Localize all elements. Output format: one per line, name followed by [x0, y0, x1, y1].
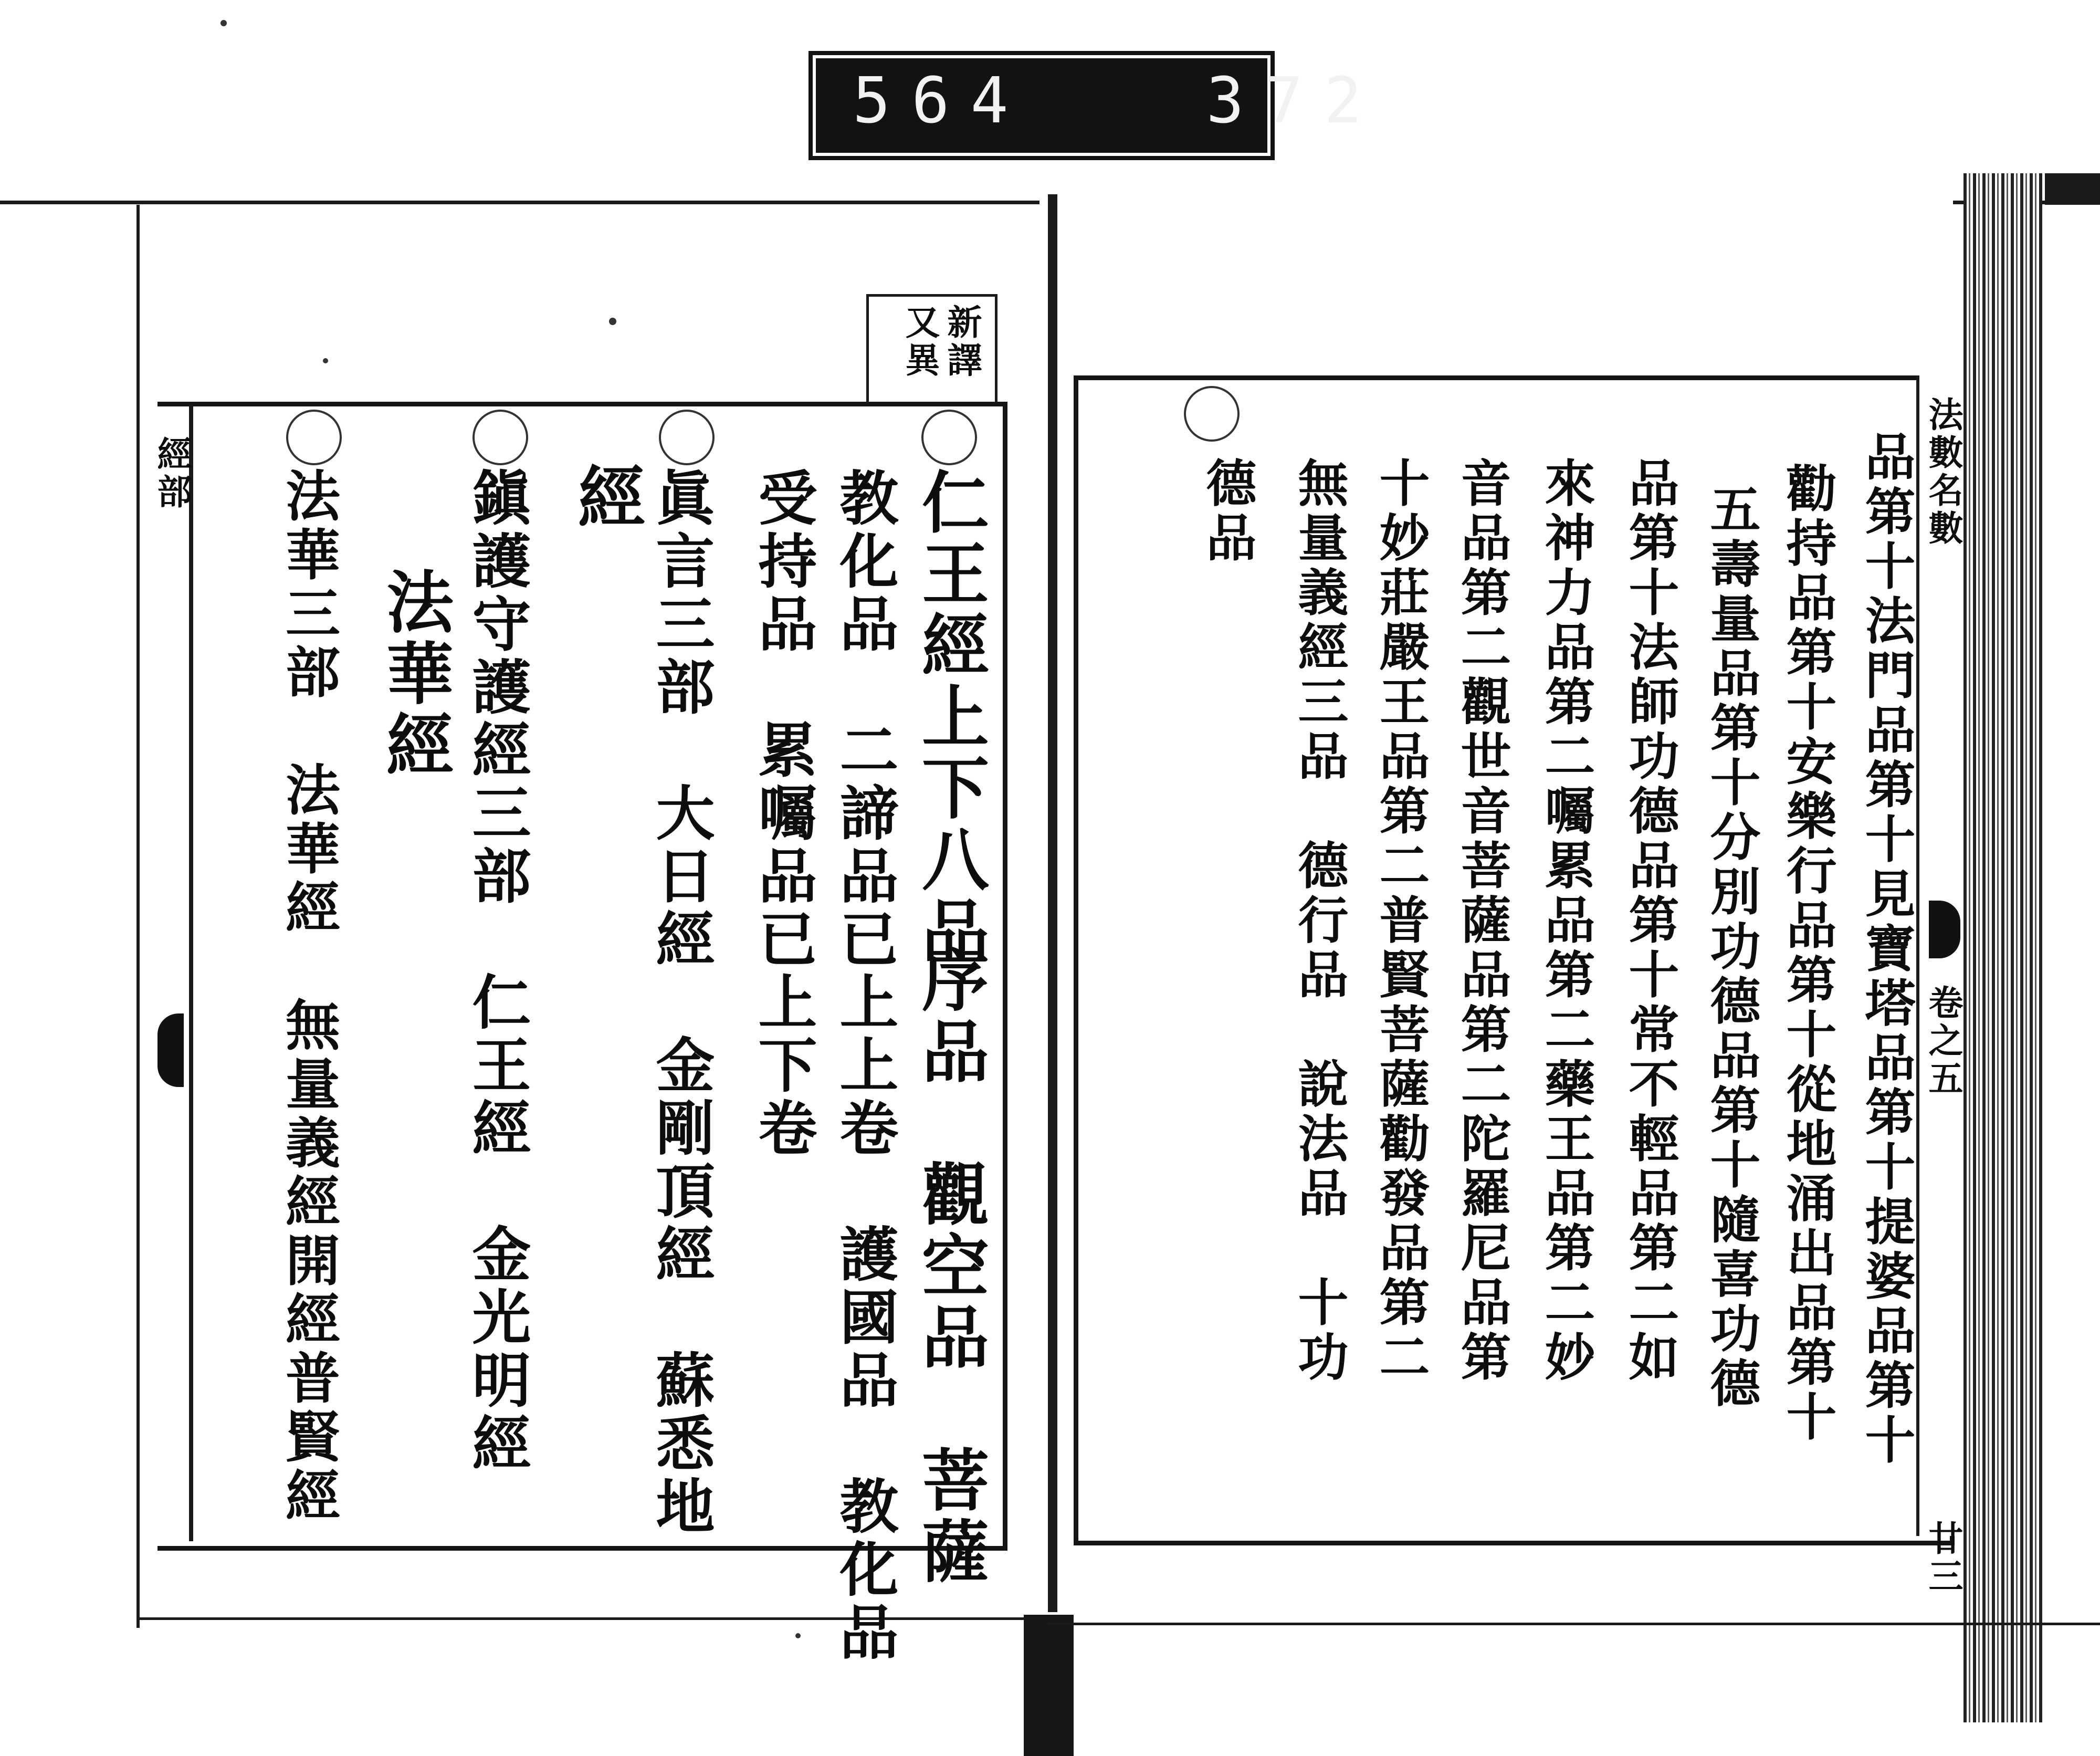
volume-label: 卷之五: [1923, 985, 1964, 1098]
punch-hole: [921, 410, 977, 465]
text-column: 德品: [1198, 457, 1257, 566]
speck: [220, 20, 227, 26]
punch-hole: [472, 410, 528, 465]
binding-label: 經部: [151, 436, 192, 511]
catalog-number: 564 372: [853, 65, 1383, 138]
text-column: 十妙莊嚴王品第二普賢菩薩勸發品第二: [1371, 457, 1431, 1385]
speck: [795, 1633, 801, 1638]
punch-hole: [286, 410, 342, 465]
text-column: 鎭護守護經三部 仁王經 金光明經: [463, 467, 531, 1476]
text-column: 品第十法門品第十見寶塔品第十提婆品第十: [1857, 431, 1916, 1468]
text-column: 法華經: [375, 567, 454, 781]
margin-note-line-1: 新譯: [941, 304, 982, 380]
edge-tab: [2045, 173, 2100, 205]
right-header-strip: [1916, 375, 1967, 1596]
text-column: 五壽量品第十分別功德品第十隨喜功德: [1702, 483, 1761, 1412]
speck: [323, 358, 328, 363]
margin-note-line-2: 又異: [899, 304, 940, 380]
speck: [609, 318, 616, 325]
catalog-number-plate: [813, 55, 1383, 156]
left-binding-strip: [152, 404, 193, 1541]
book-title: 法數名數: [1923, 396, 1964, 548]
punch-hole: [659, 410, 715, 465]
text-column: 序品 觀空品 菩薩: [910, 945, 989, 1588]
text-column: 勸持品第十安樂行品第十從地涌出品第十: [1778, 462, 1838, 1445]
text-column: 品第十法師功德品第十常不輕品第二如: [1621, 457, 1680, 1385]
text-column: 來神力品第二囑累品第二藥王品第二妙: [1537, 457, 1596, 1385]
page-number: 廿三: [1923, 1520, 1964, 1596]
text-column: 經: [566, 462, 645, 534]
text-column: 受持品 累囑品已上下卷: [749, 467, 817, 1161]
spine-bottom-block: [1024, 1615, 1074, 1756]
text-column: 法華三部 法華經 無量義經開經普賢經: [276, 467, 341, 1526]
text-column: 仁王經上下八品: [910, 467, 989, 967]
text-column: 音品第二觀世音菩薩品第二陀羅尼品第: [1453, 457, 1512, 1385]
text-column: 眞言三部 大日經 金剛頂經 蘇悉地: [646, 467, 715, 1539]
bottom-edge-line: [1047, 1623, 2100, 1625]
margin-note-box: [866, 294, 998, 404]
text-column: 教化品 二諦品已上上卷 護國品 教化品: [830, 467, 899, 1665]
punch-hole: [1184, 386, 1240, 442]
page-edge-stripes: [1964, 173, 2042, 1722]
text-column: 無量義經三品 德行品 說法品 十功: [1290, 457, 1349, 1385]
